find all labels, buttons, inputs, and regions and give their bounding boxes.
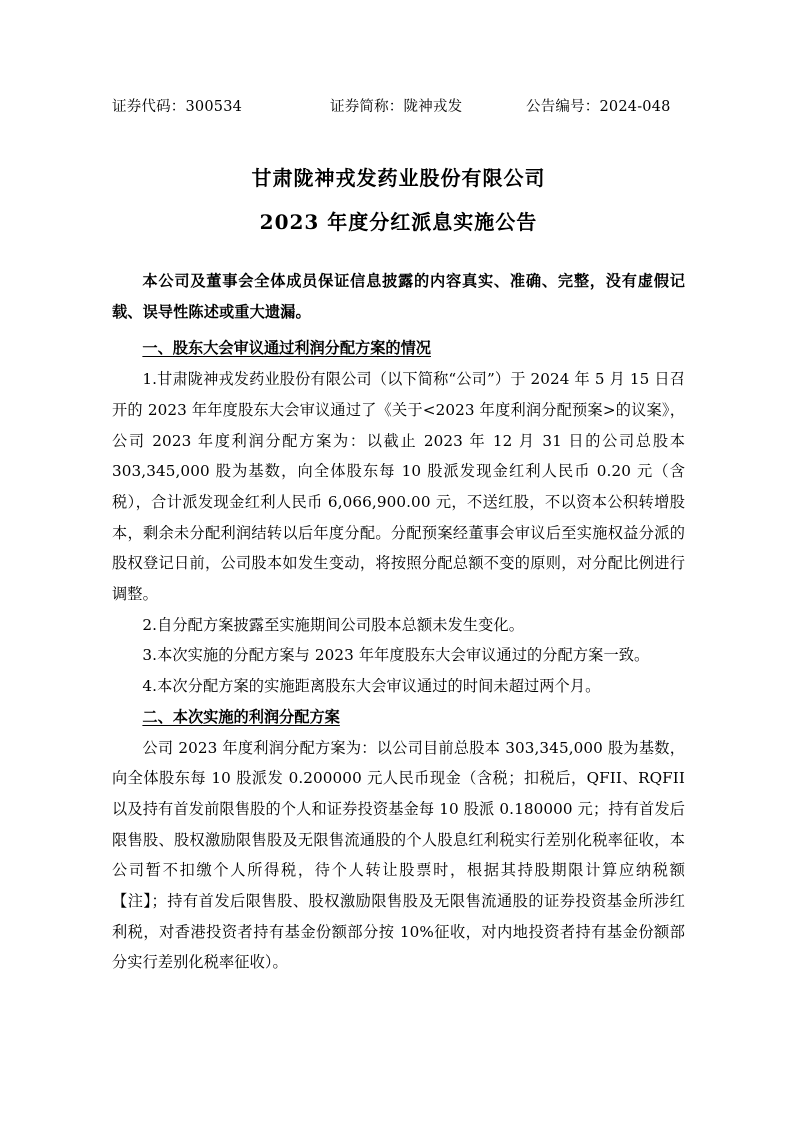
security-code: 证券代码：300534	[112, 99, 243, 115]
disclaimer-statement: 本公司及董事会全体成员保证信息披露的内容真实、准确、完整，没有虚假记载、误导性陈述或重大遗漏。	[112, 272, 685, 321]
security-name: 证券简称：陇神戎发	[330, 99, 463, 115]
document-header	[112, 95, 685, 116]
section-heading-1: 一、股东大会审议通过利润分配方案的情况	[142, 339, 431, 358]
section-heading-2: 二、本次实施的利润分配方案	[142, 707, 340, 726]
section-2-paragraph-1: 公司 2023 年度利润分配方案为：以公司目前总股本 303,345,000 股为基数，向全体股东每 10 股派发 0.200000 元人民币现金（含税；扣税后，QFII、RQFII 以及持有首发前限售股的个人和证券投资基金每 10 股派 0.180000 元；持有首发后限售股、股权激励限售股及无限售流通股的个人股息红利税实行差别化税率征收，本公司暂不扣缴个人所得税，待个人转让股票时，根据其持股期限计算应纳税额【注】；持有首发后限售股、股权激励限售股及无限售流通股的证券投资基金所涉红利税，对香港投资者持有基金份额部分按 10%征收，对内地投资者持有基金份额部分实行差别化税率征收）。	[112, 738, 685, 972]
section-1-paragraph-2: 2.自分配方案披露至实施期间公司股本总额未发生变化。	[142, 615, 524, 634]
section-1-paragraph-4: 4.本次分配方案的实施距离股东大会审议通过的时间未超过两个月。	[142, 677, 601, 696]
page-subtitle: 2023 年度分红派息实施公告	[259, 210, 538, 234]
page-title: 甘肃陇神戎发药业股份有限公司	[251, 166, 546, 190]
section-1-paragraph-1: 1.甘肃陇神戎发药业股份有限公司（以下简称“公司”）于 2024 年 5 月 15 日召开的 2023 年年度股东大会审议通过了《关于<2023 年度利润分配预案>的议案》，公司 2023 年度利润分配方案为：以截止 2023 年 12 月 31 日的公司总股本 303,345,000 股为基数，向全体股东每 10 股派发现金红利人民币 0.20 元（含税），合计派发现金红利人民币 6,066,900.00 元，不送红股，不以资本公积转增股本，剩余未分配利润结转以后年度分配。分配预案经董事会审议后至实施权益分派的股权登记日前，公司股本如发生变动，将按照分配总额不变的原则，对分配比例进行调整。	[112, 370, 685, 604]
section-1-paragraph-3: 3.本次实施的分配方案与 2023 年年度股东大会审议通过的分配方案一致。	[142, 646, 650, 665]
announcement-number: 公告编号：2024-048	[526, 99, 671, 115]
